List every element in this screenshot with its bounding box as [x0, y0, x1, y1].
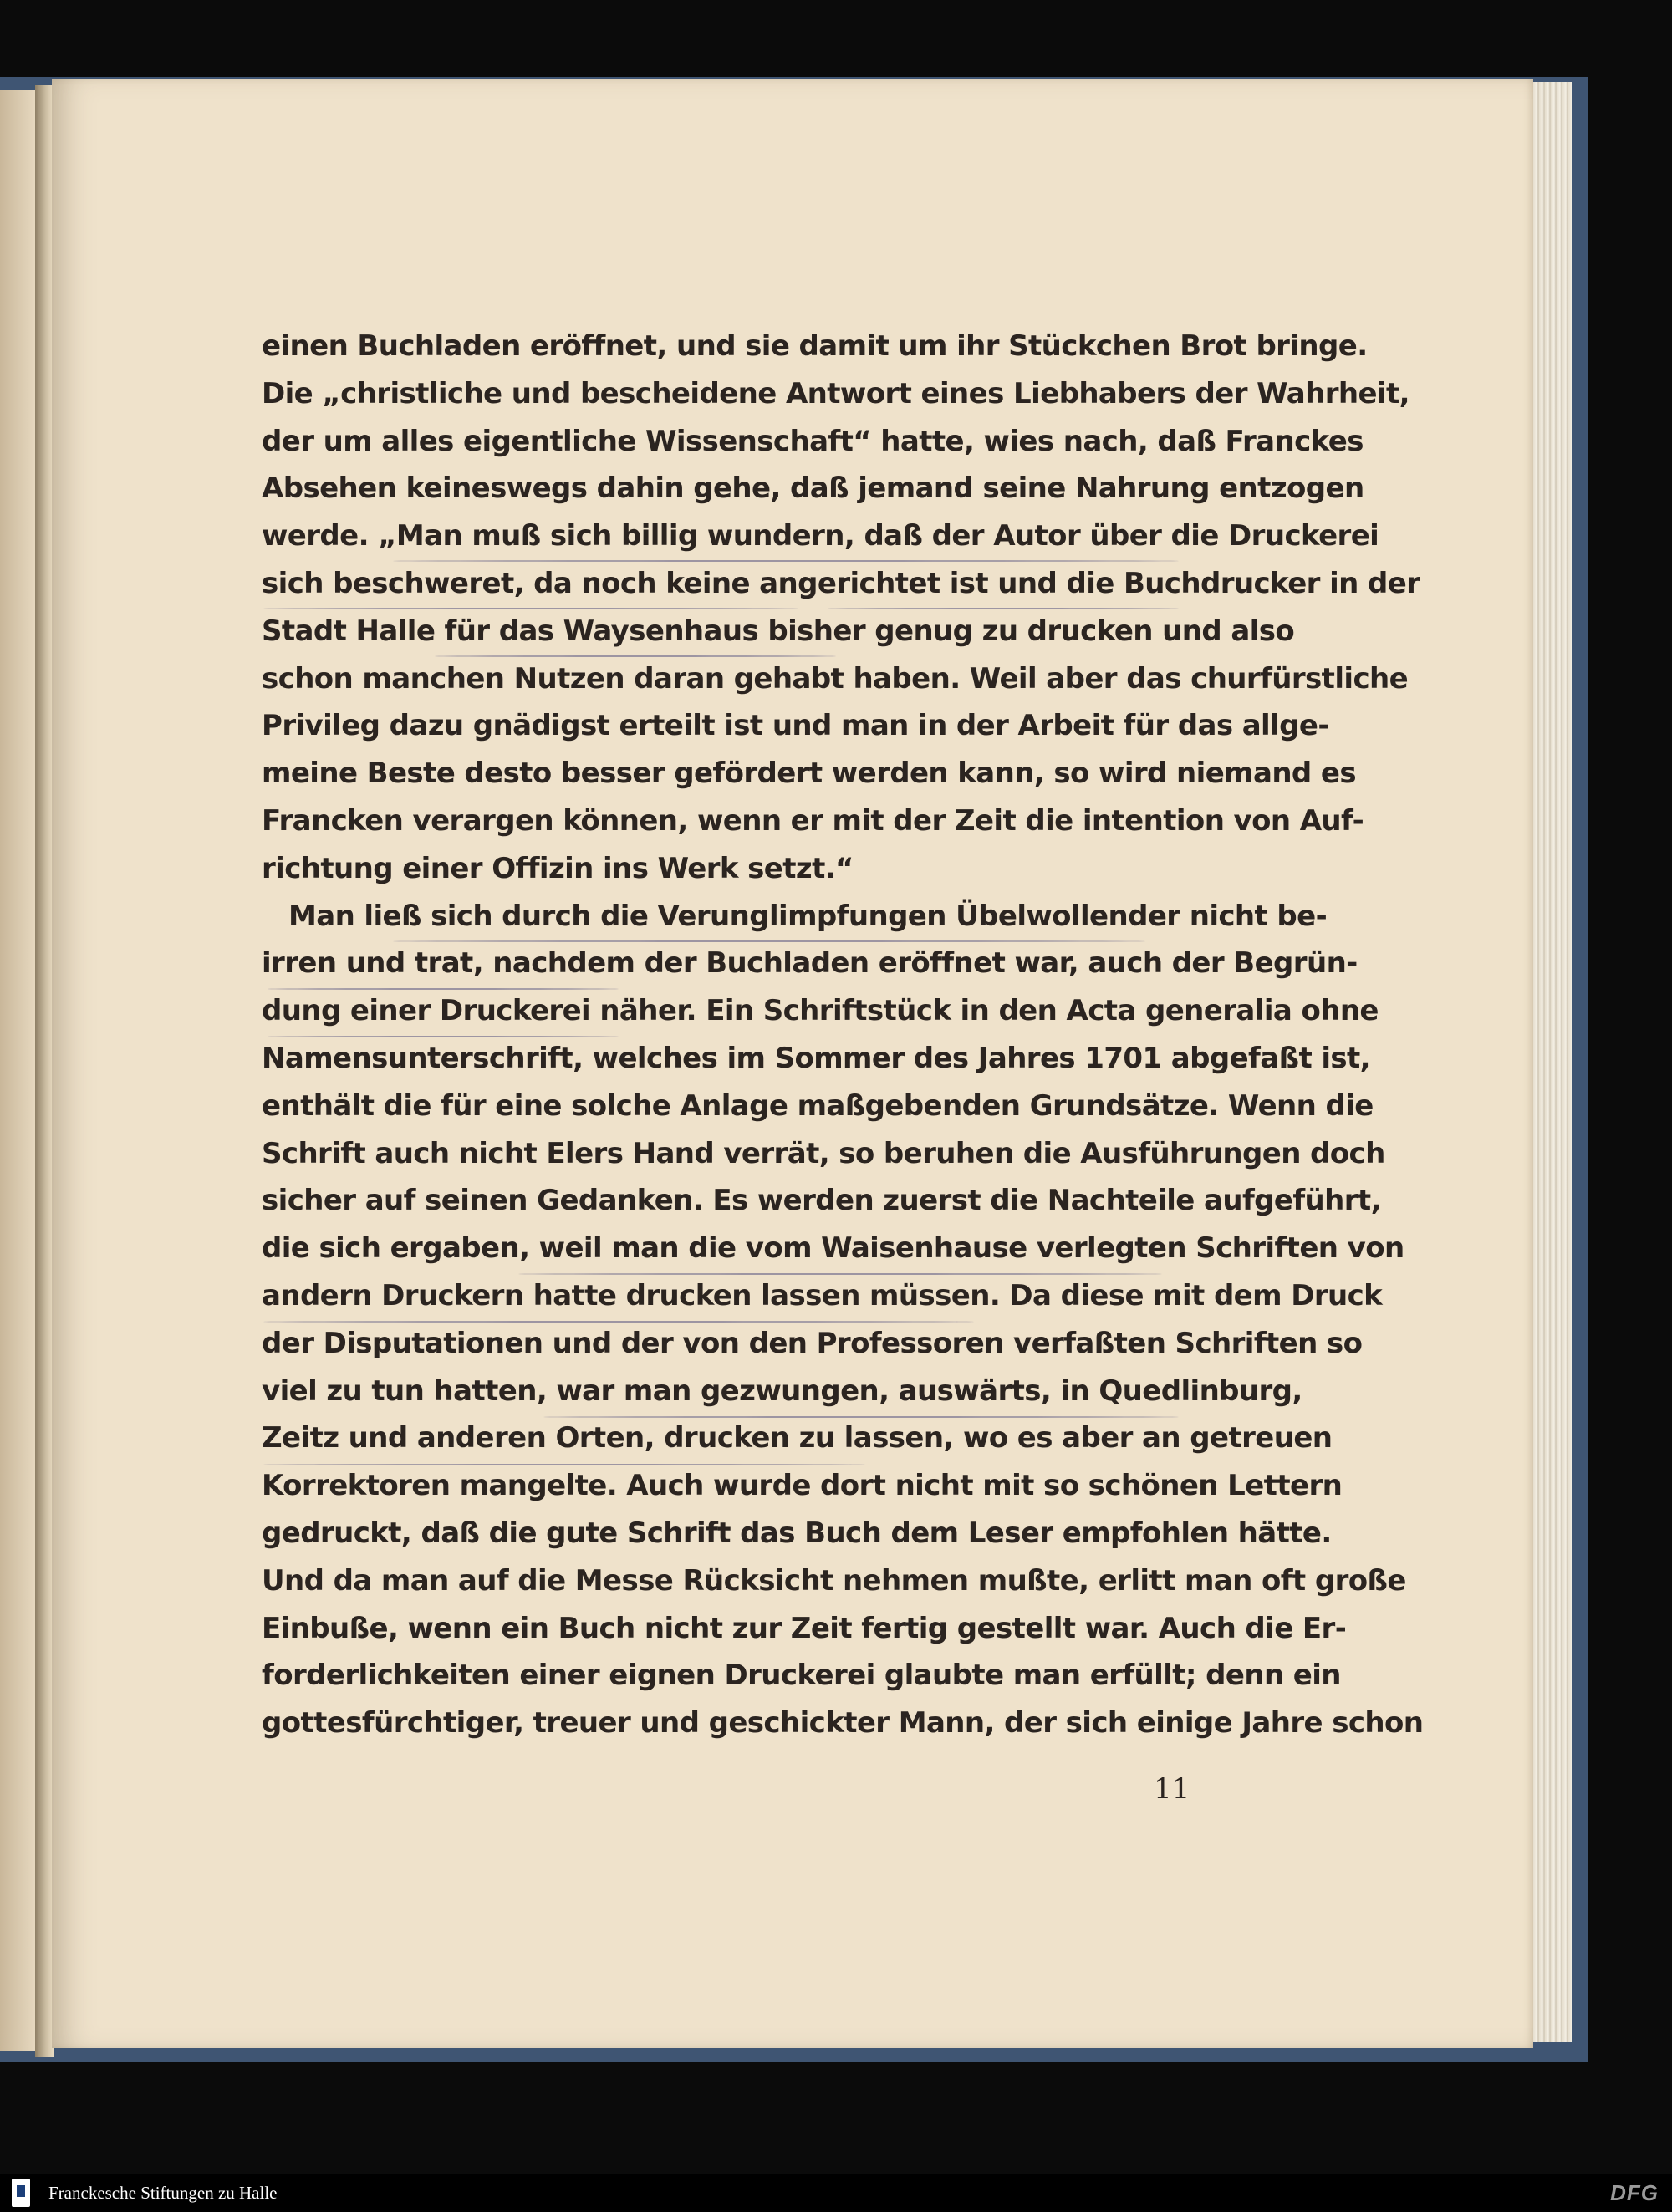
- text-line: der um alles eigentliche Wissenschaft“ hatte, wies nach, daß Franckes: [262, 424, 1364, 458]
- text-line: sich beschweret, da noch keine angerichtet ist und die Buchdrucker in der: [262, 566, 1420, 600]
- text-line: enthält die für eine solche Anlage maßgebenden Grundsätze. Wenn die: [262, 1088, 1374, 1123]
- text-line: gedruckt, daß die gute Schrift das Buch dem Leser empfohlen hätte.: [262, 1516, 1332, 1550]
- text-line: der Disputationen und der von den Professoren verfaßten Schriften so: [262, 1326, 1363, 1360]
- left-page-edge: [0, 90, 35, 2051]
- text-line: werde. „Man muß sich billig wundern, daß der Autor über die Druckerei: [262, 519, 1379, 553]
- text-line: andern Druckern hatte drucken lassen müssen. Da diese mit dem Druck: [262, 1278, 1383, 1312]
- text-line: Francken verargen können, wenn er mit der Zeit die intention von Auf-: [262, 803, 1364, 838]
- book-gutter: [35, 85, 54, 2057]
- page-number: 11: [1154, 1772, 1190, 1806]
- body-text: [262, 323, 1424, 1747]
- text-line: Absehen keineswegs dahin gehe, daß jemand seine Nahrung entzogen: [262, 471, 1364, 506]
- pencil-underline: [268, 988, 619, 990]
- pencil-underline: [435, 655, 836, 657]
- text-line: Man ließ sich durch die Verunglimpfungen Übelwollender nicht be-: [288, 899, 1328, 933]
- text-line: dung einer Druckerei näher. Ein Schriftstück in den Acta generalia ohne: [262, 994, 1379, 1028]
- pencil-underline: [263, 1464, 865, 1465]
- text-line: Und da man auf die Messe Rücksicht nehmen mußte, erlitt man oft große: [262, 1563, 1406, 1598]
- institution-logo-icon: [12, 2179, 30, 2207]
- text-line: richtung einer Offizin ins Werk setzt.“: [262, 851, 854, 885]
- text-line: die sich ergaben, weil man die vom Waisenhause verlegten Schriften von: [262, 1231, 1404, 1266]
- pencil-underline: [268, 1036, 619, 1037]
- text-line: schon manchen Nutzen daran gehabt haben. Weil aber das churfürstliche: [262, 661, 1409, 696]
- text-line: Schrift auch nicht Elers Hand verrät, so beruhen die Ausführungen doch: [262, 1136, 1385, 1170]
- pencil-underline: [263, 608, 798, 609]
- pencil-underline: [393, 940, 1145, 942]
- footer-institution: Franckesche Stiftungen zu Halle: [48, 2183, 278, 2203]
- pencil-underline: [518, 1273, 1162, 1275]
- text-line: sicher auf seinen Gedanken. Es werden zuerst die Nachteile aufgeführt,: [262, 1184, 1381, 1218]
- text-line: irren und trat, nachdem der Buchladen eröffnet war, auch der Begrün-: [262, 946, 1358, 981]
- text-line: Zeitz und anderen Orten, drucken zu lassen, wo es aber an getreuen: [262, 1421, 1333, 1455]
- pencil-underline: [263, 1321, 974, 1323]
- dfg-logo: DFG: [1610, 2180, 1659, 2205]
- pencil-underline: [828, 608, 1179, 609]
- text-line: Korrektoren mangelte. Auch wurde dort nicht mit so schönen Lettern: [262, 1469, 1343, 1503]
- pencil-underline: [543, 1416, 1179, 1418]
- text-line: Die „christliche und bescheidene Antwort eines Liebhabers der Wahrheit,: [262, 376, 1409, 410]
- text-line: Privileg dazu gnädigst erteilt ist und man in der Arbeit für das allge-: [262, 709, 1329, 743]
- page-edges: [1528, 82, 1572, 2042]
- text-line: Stadt Halle für das Waysenhaus bisher genug zu drucken und also: [262, 614, 1295, 648]
- text-line: gottesfürchtiger, treuer und geschickter Mann, der sich einige Jahre schon: [262, 1706, 1424, 1741]
- text-line: Einbuße, wenn ein Buch nicht zur Zeit fertig gestellt war. Auch die Er-: [262, 1611, 1347, 1645]
- text-line: viel zu tun hatten, war man gezwungen, auswärts, in Quedlinburg,: [262, 1374, 1302, 1408]
- text-line: Namensunterschrift, welches im Sommer des Jahres 1701 abgefaßt ist,: [262, 1041, 1370, 1075]
- pencil-underline: [393, 560, 1179, 562]
- text-line: einen Buchladen eröffnet, und sie damit um ihr Stückchen Brot bringe.: [262, 329, 1368, 363]
- text-line: meine Beste desto besser gefördert werden kann, so wird niemand es: [262, 757, 1356, 791]
- footer-bar: [0, 2174, 1672, 2212]
- text-line: forderlichkeiten einer eignen Druckerei glaubte man erfüllt; denn ein: [262, 1659, 1341, 1693]
